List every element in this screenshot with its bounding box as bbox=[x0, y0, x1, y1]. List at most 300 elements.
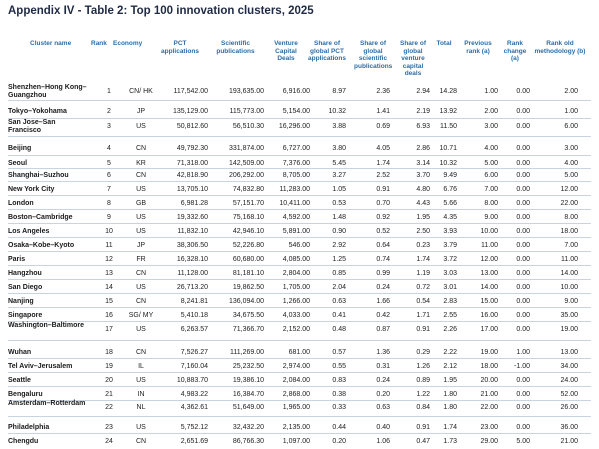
cell-old: 9.00 bbox=[564, 298, 578, 305]
cell-tot: 2.83 bbox=[443, 298, 457, 305]
cell-s3: 3.70 bbox=[416, 172, 430, 179]
cell-chg: 0.00 bbox=[516, 123, 530, 130]
cell-tot: 1.95 bbox=[443, 377, 457, 384]
row-divider bbox=[8, 340, 591, 341]
cell-vc: 4,085.00 bbox=[282, 256, 310, 263]
cell-chg: 0.00 bbox=[516, 160, 530, 167]
cell-econ: US bbox=[136, 123, 146, 130]
cell-old: 5.00 bbox=[564, 172, 578, 179]
cell-tot: 2.12 bbox=[443, 363, 457, 370]
cell-s3: 1.71 bbox=[416, 312, 430, 319]
cluster-name: San Diego bbox=[8, 284, 43, 291]
cell-old: 4.00 bbox=[564, 160, 578, 167]
cluster-name: Washington–Baltimore bbox=[8, 322, 84, 329]
cell-s2: 4.05 bbox=[376, 145, 390, 152]
cell-s3: 1.26 bbox=[416, 363, 430, 370]
cell-chg: 0.00 bbox=[516, 298, 530, 305]
header-share-vc: Share of global venture capital deals bbox=[399, 40, 426, 78]
cell-pct: 19,332.60 bbox=[176, 214, 208, 221]
cell-prev: 13.00 bbox=[480, 270, 498, 277]
cell-s2: 1.06 bbox=[376, 438, 390, 445]
cell-s2: 0.20 bbox=[376, 391, 390, 398]
cell-tot: 1.80 bbox=[443, 391, 457, 398]
cell-prev: 21.00 bbox=[480, 391, 498, 398]
cell-s1: 0.55 bbox=[332, 363, 346, 370]
cell-s1: 1.25 bbox=[332, 256, 346, 263]
cell-rank: 10 bbox=[105, 228, 113, 235]
cell-chg: -1.00 bbox=[514, 363, 530, 370]
cell-tot: 11.50 bbox=[440, 123, 457, 130]
cluster-name: Tel Aviv–Jerusalem bbox=[8, 363, 73, 370]
cell-pct: 2,651.69 bbox=[180, 438, 208, 445]
row-divider bbox=[8, 416, 591, 417]
cell-sci: 136,094.00 bbox=[228, 298, 264, 305]
cluster-name: Tokyo–Yokohama bbox=[8, 108, 67, 115]
cell-old: 2.00 bbox=[564, 88, 578, 95]
cluster-name: Philadelphia bbox=[8, 424, 50, 431]
cell-sci: 142,509.00 bbox=[228, 160, 264, 167]
cell-rank: 12 bbox=[105, 256, 113, 263]
cell-econ: IN bbox=[137, 391, 145, 398]
cell-tot: 3.03 bbox=[443, 270, 457, 277]
cell-s2: 1.66 bbox=[376, 298, 390, 305]
cluster-name: Paris bbox=[8, 256, 26, 263]
row-divider bbox=[8, 118, 591, 119]
cell-tot: 1.74 bbox=[443, 424, 457, 431]
cell-rank: 23 bbox=[105, 424, 113, 431]
header-cluster-name: Cluster name bbox=[30, 40, 72, 47]
cell-sci: 86,766.30 bbox=[232, 438, 264, 445]
cell-pct: 26,713.20 bbox=[176, 284, 208, 291]
cell-chg: 0.00 bbox=[516, 424, 530, 431]
cell-chg: 0.00 bbox=[516, 200, 530, 207]
cell-chg: 0.00 bbox=[516, 242, 530, 249]
cell-vc: 2,974.00 bbox=[282, 363, 310, 370]
cell-sci: 75,168.10 bbox=[232, 214, 264, 221]
header-previous-rank: Previous rank (a) bbox=[464, 40, 492, 55]
cell-econ: US bbox=[136, 214, 146, 221]
cell-rank: 7 bbox=[107, 186, 111, 193]
cell-old: 7.00 bbox=[564, 242, 578, 249]
cell-sci: 193,635.00 bbox=[228, 88, 264, 95]
cell-old: 21.00 bbox=[560, 438, 578, 445]
cell-old: 13.00 bbox=[560, 349, 578, 356]
cell-econ: US bbox=[136, 377, 146, 384]
cell-pct: 7,526.27 bbox=[180, 349, 208, 356]
cell-s2: 1.41 bbox=[376, 108, 390, 115]
cell-rank: 3 bbox=[107, 123, 111, 130]
cell-s3: 0.91 bbox=[416, 424, 430, 431]
cell-pct: 42,818.90 bbox=[176, 172, 208, 179]
cell-s2: 1.36 bbox=[376, 349, 390, 356]
cell-econ: US bbox=[136, 424, 146, 431]
cell-s1: 0.57 bbox=[332, 349, 346, 356]
cell-s2: 0.99 bbox=[376, 270, 390, 277]
cell-prev: 18.00 bbox=[480, 363, 498, 370]
row-divider bbox=[8, 307, 591, 308]
cell-old: 1.00 bbox=[564, 108, 578, 115]
cell-chg: 0.00 bbox=[516, 228, 530, 235]
cell-vc: 7,376.00 bbox=[282, 160, 310, 167]
cell-chg: 0.00 bbox=[516, 172, 530, 179]
cell-chg: 0.00 bbox=[516, 270, 530, 277]
cell-s1: 2.92 bbox=[332, 242, 346, 249]
cluster-name: Beijing bbox=[8, 145, 32, 152]
cell-vc: 8,705.00 bbox=[282, 172, 310, 179]
cell-pct: 6,263.57 bbox=[180, 326, 208, 333]
cell-econ: US bbox=[136, 228, 146, 235]
row-divider bbox=[8, 372, 591, 373]
cell-econ: US bbox=[136, 186, 146, 193]
cell-sci: 206,292.00 bbox=[228, 172, 264, 179]
cell-sci: 81,181.10 bbox=[232, 270, 264, 277]
row-divider bbox=[8, 321, 591, 322]
cell-s3: 2.50 bbox=[416, 228, 430, 235]
cell-tot: 13.92 bbox=[439, 108, 457, 115]
cell-econ: SG/ MY bbox=[128, 312, 154, 319]
cell-vc: 6,727.00 bbox=[282, 145, 310, 152]
cell-rank: 15 bbox=[105, 298, 113, 305]
cluster-name: Amsterdam–Rotterdam bbox=[8, 400, 86, 407]
cell-old: 19.00 bbox=[560, 326, 578, 333]
cluster-name: Bengaluru bbox=[8, 391, 43, 398]
cell-pct: 13,705.10 bbox=[176, 186, 208, 193]
cell-s2: 0.92 bbox=[376, 214, 390, 221]
cell-s1: 0.63 bbox=[332, 298, 346, 305]
cell-old: 36.00 bbox=[560, 424, 578, 431]
cell-prev: 16.00 bbox=[480, 312, 498, 319]
cell-rank: 13 bbox=[105, 270, 113, 277]
cluster-name: Chengdu bbox=[8, 438, 39, 445]
cell-sci: 111,269.00 bbox=[230, 349, 264, 356]
cell-sci: 34,675.50 bbox=[232, 312, 264, 319]
cell-prev: 8.00 bbox=[484, 200, 498, 207]
cluster-name: Shanghai–Suzhou bbox=[8, 172, 69, 179]
cell-chg: 0.00 bbox=[516, 377, 530, 384]
cell-s2: 0.42 bbox=[376, 312, 390, 319]
cell-s1: 0.20 bbox=[332, 438, 346, 445]
header-share-sci: Share of global scientific publications bbox=[354, 40, 393, 70]
cell-sci: 42,946.10 bbox=[232, 228, 264, 235]
cell-chg: 5.00 bbox=[516, 438, 530, 445]
cell-prev: 1.00 bbox=[484, 88, 498, 95]
cell-vc: 2,804.00 bbox=[282, 270, 310, 277]
cell-vc: 10,411.00 bbox=[279, 200, 310, 207]
cell-s2: 0.63 bbox=[376, 404, 390, 411]
cell-s1: 8.97 bbox=[332, 88, 346, 95]
cell-vc: 2,152.00 bbox=[282, 326, 310, 333]
cell-pct: 10,883.70 bbox=[176, 377, 208, 384]
header-share-pct: Share of global PCT applications bbox=[308, 40, 346, 63]
cell-sci: 32,432.20 bbox=[232, 424, 264, 431]
cell-vc: 6,916.00 bbox=[282, 88, 310, 95]
cell-tot: 3.93 bbox=[443, 228, 457, 235]
row-divider bbox=[8, 386, 591, 387]
cell-vc: 2,868.00 bbox=[282, 391, 310, 398]
cell-s1: 10.32 bbox=[328, 108, 346, 115]
cell-s3: 2.94 bbox=[416, 88, 430, 95]
cell-vc: 2,135.00 bbox=[282, 424, 310, 431]
cell-prev: 29.00 bbox=[480, 438, 498, 445]
cell-tot: 2.26 bbox=[443, 326, 457, 333]
cell-vc: 5,154.00 bbox=[282, 108, 310, 115]
cell-sci: 74,832.80 bbox=[232, 186, 264, 193]
cell-vc: 1,097.00 bbox=[282, 438, 310, 445]
cell-pct: 5,752.12 bbox=[180, 424, 208, 431]
cell-vc: 4,033.00 bbox=[282, 312, 310, 319]
cell-econ: JP bbox=[136, 108, 146, 115]
cell-rank: 14 bbox=[105, 284, 113, 291]
row-divider bbox=[8, 251, 591, 252]
cell-s1: 3.27 bbox=[332, 172, 346, 179]
cell-vc: 1,266.00 bbox=[282, 298, 310, 305]
cell-prev: 23.00 bbox=[480, 424, 498, 431]
cell-s3: 3.14 bbox=[416, 160, 430, 167]
cell-econ: JP bbox=[136, 242, 146, 249]
cell-prev: 3.00 bbox=[484, 123, 498, 130]
cell-s3: 0.47 bbox=[416, 438, 430, 445]
cell-vc: 11,283.00 bbox=[279, 186, 310, 193]
cell-s2: 0.70 bbox=[376, 200, 390, 207]
row-divider bbox=[8, 100, 591, 101]
cell-s3: 0.54 bbox=[416, 298, 430, 305]
cell-prev: 10.00 bbox=[480, 228, 498, 235]
cell-s1: 0.33 bbox=[332, 404, 346, 411]
cluster-name: Seoul bbox=[8, 160, 28, 167]
cell-s2: 0.31 bbox=[376, 363, 390, 370]
cluster-name: Osaka–Kobe–Kyoto bbox=[8, 242, 75, 249]
cell-pct: 38,306.50 bbox=[176, 242, 208, 249]
cell-chg: 0.00 bbox=[516, 256, 530, 263]
header-scientific-publications: Scientific publications bbox=[216, 40, 255, 55]
cell-econ: US bbox=[136, 326, 146, 333]
cell-s1: 2.04 bbox=[332, 284, 346, 291]
cell-sci: 71,366.70 bbox=[232, 326, 264, 333]
cell-prev: 11.00 bbox=[481, 242, 498, 249]
cell-pct: 6,981.28 bbox=[180, 200, 208, 207]
cell-econ: CN/ HK bbox=[129, 88, 153, 95]
cell-vc: 16,296.00 bbox=[278, 123, 310, 130]
cluster-name: New York City bbox=[8, 186, 55, 193]
cell-vc: 4,592.00 bbox=[282, 214, 310, 221]
cell-old: 10.00 bbox=[560, 284, 578, 291]
cell-s1: 0.53 bbox=[332, 200, 346, 207]
cell-s2: 0.64 bbox=[376, 242, 390, 249]
cell-pct: 71,318.00 bbox=[176, 160, 208, 167]
cell-econ: CN bbox=[135, 298, 147, 305]
header-pct-applications: PCT applications bbox=[161, 40, 199, 55]
row-divider bbox=[8, 293, 591, 294]
row-divider bbox=[8, 237, 591, 238]
cell-vc: 546.00 bbox=[288, 242, 310, 249]
cell-pct: 4,983.22 bbox=[180, 391, 208, 398]
cell-econ: FR bbox=[136, 256, 146, 263]
cell-s2: 2.52 bbox=[376, 172, 390, 179]
cell-sci: 56,510.30 bbox=[232, 123, 264, 130]
cell-rank: 4 bbox=[107, 145, 111, 152]
cell-tot: 14.28 bbox=[439, 88, 457, 95]
cluster-name: Los Angeles bbox=[8, 228, 50, 235]
cell-s3: 2.19 bbox=[416, 108, 430, 115]
header-total: Total bbox=[436, 40, 452, 47]
cell-tot: 10.32 bbox=[439, 160, 457, 167]
cell-s2: 0.52 bbox=[376, 228, 390, 235]
cell-s3: 4.80 bbox=[416, 186, 430, 193]
cell-prev: 15.00 bbox=[480, 298, 498, 305]
cluster-name: London bbox=[8, 200, 34, 207]
cell-sci: 115,773.00 bbox=[229, 108, 264, 115]
cell-chg: 0.00 bbox=[516, 214, 530, 221]
cell-old: 52.00 bbox=[560, 391, 578, 398]
cell-rank: 20 bbox=[105, 377, 113, 384]
cell-s3: 0.89 bbox=[416, 377, 430, 384]
cell-prev: 19.00 bbox=[480, 349, 498, 356]
cell-sci: 16,384.70 bbox=[232, 391, 264, 398]
cell-sci: 51,649.00 bbox=[232, 404, 264, 411]
cell-vc: 1,965.00 bbox=[282, 404, 310, 411]
cell-tot: 1.73 bbox=[443, 438, 457, 445]
cell-vc: 5,891.00 bbox=[282, 228, 310, 235]
cell-s3: 0.23 bbox=[416, 242, 430, 249]
cell-prev: 12.00 bbox=[480, 256, 498, 263]
cell-old: 6.00 bbox=[564, 123, 578, 130]
cluster-name: Boston–Cambridge bbox=[8, 214, 73, 221]
cell-s3: 2.86 bbox=[416, 145, 430, 152]
cell-chg: 0.00 bbox=[516, 404, 530, 411]
cell-s1: 1.48 bbox=[332, 214, 346, 221]
cell-econ: CN bbox=[135, 438, 147, 445]
cell-chg: 0.00 bbox=[516, 312, 530, 319]
cell-chg: 0.00 bbox=[516, 186, 530, 193]
cell-old: 12.00 bbox=[560, 186, 578, 193]
cell-prev: 17.00 bbox=[480, 326, 498, 333]
cluster-name: Hangzhou bbox=[8, 270, 42, 277]
cluster-name: Seattle bbox=[8, 377, 31, 384]
cell-pct: 8,241.81 bbox=[180, 298, 208, 305]
cell-pct: 50,812.60 bbox=[176, 123, 208, 130]
cell-prev: 4.00 bbox=[484, 145, 498, 152]
cell-tot: 6.76 bbox=[443, 186, 457, 193]
cell-rank: 16 bbox=[105, 312, 113, 319]
cell-chg: 0.00 bbox=[516, 284, 530, 291]
cell-prev: 5.00 bbox=[484, 160, 498, 167]
header-rank-old-methodology: Rank old methodology (b) bbox=[534, 40, 586, 55]
cell-rank: 2 bbox=[107, 108, 111, 115]
cell-rank: 17 bbox=[105, 326, 113, 333]
cell-s2: 2.36 bbox=[376, 88, 390, 95]
cell-s3: 0.29 bbox=[416, 349, 430, 356]
cell-s3: 0.91 bbox=[416, 326, 430, 333]
cell-old: 34.00 bbox=[560, 363, 578, 370]
row-divider bbox=[8, 265, 591, 266]
cell-s1: 0.41 bbox=[332, 312, 346, 319]
cell-rank: 6 bbox=[107, 172, 111, 179]
cell-s3: 1.95 bbox=[416, 214, 430, 221]
cell-rank: 5 bbox=[107, 160, 111, 167]
cell-old: 24.00 bbox=[560, 377, 578, 384]
cell-econ: CN bbox=[135, 349, 147, 356]
cell-tot: 5.66 bbox=[443, 200, 457, 207]
cell-s1: 0.44 bbox=[332, 424, 346, 431]
cell-tot: 3.01 bbox=[443, 284, 457, 291]
cell-tot: 4.35 bbox=[443, 214, 457, 221]
cell-tot: 2.22 bbox=[443, 349, 457, 356]
cell-econ: IL bbox=[138, 363, 144, 370]
cell-rank: 1 bbox=[107, 88, 111, 95]
cell-pct: 11,832.10 bbox=[177, 228, 208, 235]
cell-chg: 0.00 bbox=[516, 391, 530, 398]
header-venture-capital-deals: Venture Capital Deals bbox=[274, 40, 298, 63]
cell-econ: US bbox=[136, 284, 146, 291]
cell-rank: 24 bbox=[105, 438, 113, 445]
cell-tot: 1.80 bbox=[443, 404, 457, 411]
cell-old: 18.00 bbox=[560, 228, 578, 235]
cell-old: 14.00 bbox=[560, 270, 578, 277]
cell-econ: GB bbox=[135, 200, 147, 207]
header-rank: Rank bbox=[91, 40, 107, 47]
cell-sci: 331,874.00 bbox=[228, 145, 264, 152]
row-divider bbox=[8, 433, 591, 434]
cluster-name: Nanjing bbox=[8, 298, 34, 305]
cell-s2: 0.24 bbox=[376, 284, 390, 291]
cell-prev: 9.00 bbox=[484, 214, 498, 221]
cell-old: 11.00 bbox=[561, 256, 578, 263]
row-divider bbox=[8, 223, 591, 224]
cell-pct: 49,792.30 bbox=[176, 145, 208, 152]
cluster-name: Wuhan bbox=[8, 349, 32, 356]
header-economy: Economy bbox=[113, 40, 143, 47]
cell-rank: 11 bbox=[105, 242, 113, 249]
cell-prev: 6.00 bbox=[484, 172, 498, 179]
cluster-name: Singapore bbox=[8, 312, 43, 319]
row-divider bbox=[8, 279, 591, 280]
row-divider bbox=[8, 168, 591, 169]
cell-pct: 5,410.18 bbox=[180, 312, 208, 319]
cell-chg: 0.00 bbox=[516, 108, 530, 115]
cell-sci: 19,862.50 bbox=[232, 284, 264, 291]
cell-s2: 1.74 bbox=[376, 160, 390, 167]
cell-prev: 2.00 bbox=[484, 108, 498, 115]
cell-s3: 0.84 bbox=[416, 404, 430, 411]
header-rank-change: Rank change (a) bbox=[503, 40, 527, 63]
cell-s1: 5.45 bbox=[332, 160, 346, 167]
cell-vc: 1,705.00 bbox=[282, 284, 310, 291]
cell-s3: 0.72 bbox=[416, 284, 430, 291]
cell-chg: 0.00 bbox=[516, 88, 530, 95]
cell-s1: 0.90 bbox=[332, 228, 346, 235]
cell-old: 35.00 bbox=[560, 312, 578, 319]
cell-tot: 10.71 bbox=[439, 145, 457, 152]
cell-s2: 0.91 bbox=[376, 186, 390, 193]
cell-s3: 1.22 bbox=[416, 391, 430, 398]
cell-prev: 20.00 bbox=[480, 377, 498, 384]
page-title: Appendix IV - Table 2: Top 100 innovation clusters, 2025 bbox=[8, 5, 314, 17]
cell-tot: 9.49 bbox=[443, 172, 457, 179]
cell-sci: 25,232.50 bbox=[232, 363, 264, 370]
cell-old: 8.00 bbox=[564, 214, 578, 221]
cell-old: 26.00 bbox=[560, 404, 578, 411]
cell-s1: 3.88 bbox=[332, 123, 346, 130]
cell-rank: 9 bbox=[107, 214, 111, 221]
cell-rank: 22 bbox=[105, 404, 113, 411]
cell-s1: 0.38 bbox=[332, 391, 346, 398]
cell-s3: 4.43 bbox=[416, 200, 430, 207]
cell-s2: 0.69 bbox=[376, 123, 390, 130]
cell-rank: 8 bbox=[107, 200, 111, 207]
cell-vc: 681.00 bbox=[288, 349, 310, 356]
cell-pct: 16,328.10 bbox=[176, 256, 208, 263]
cell-rank: 18 bbox=[105, 349, 113, 356]
